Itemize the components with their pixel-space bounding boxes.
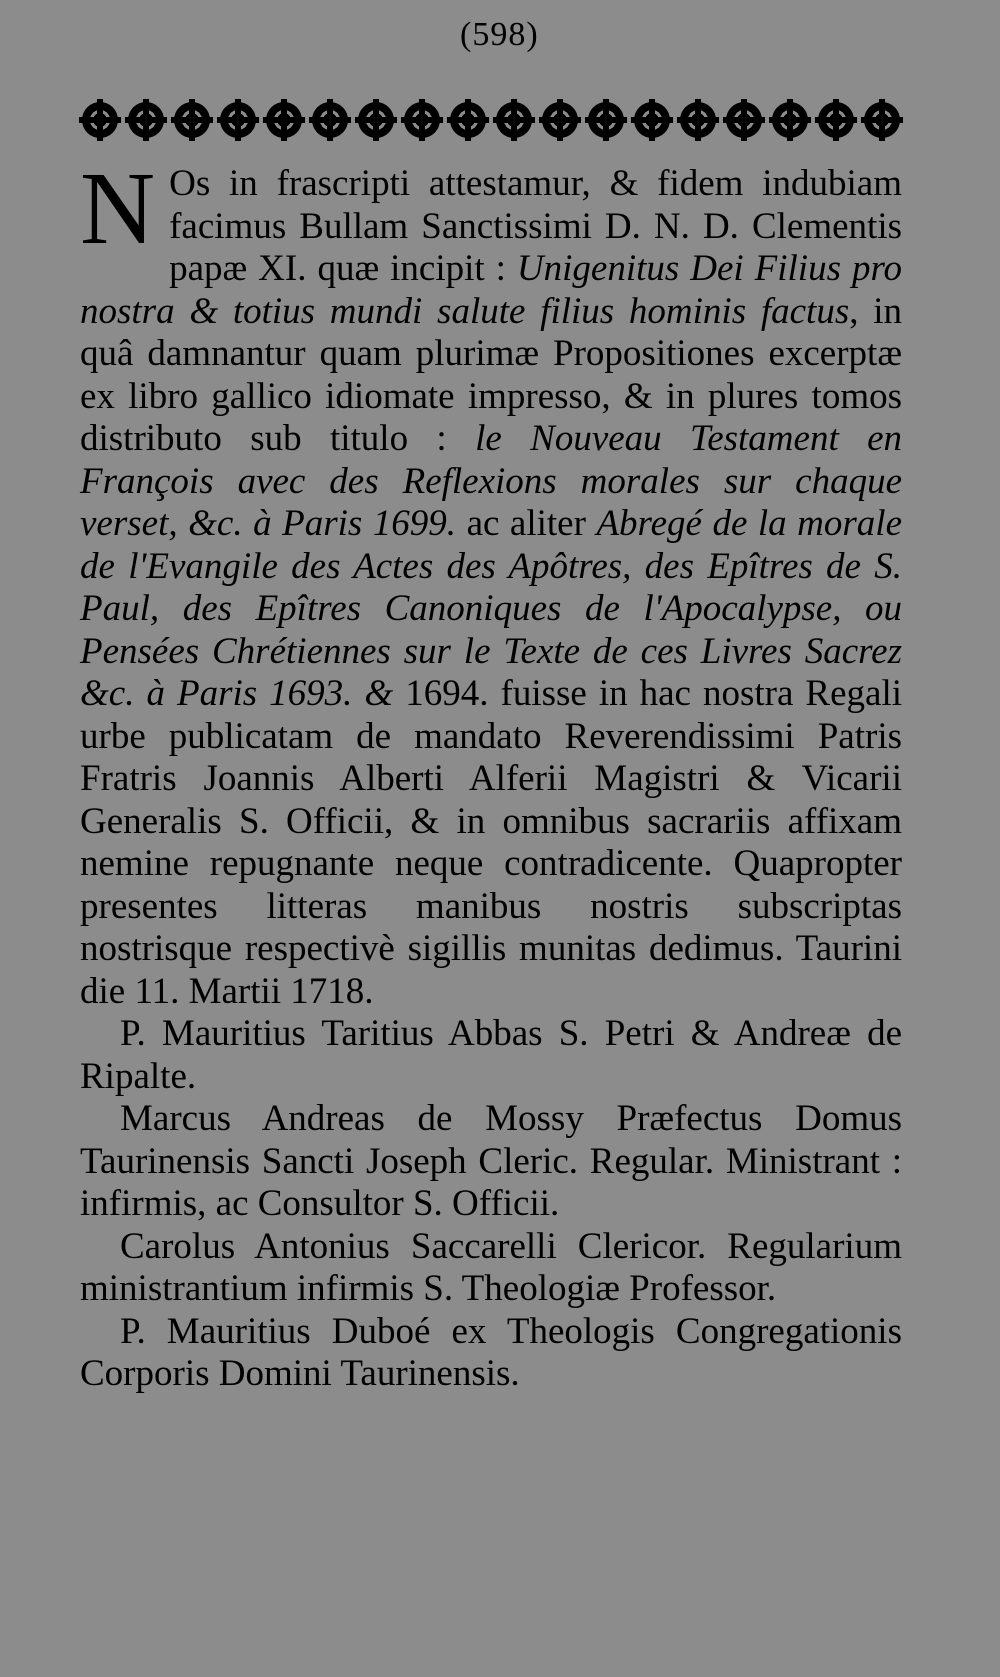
signature-1: P. Mauritius Taritius Abbas S. Petri & Andreæ de Ripalte. <box>80 1013 902 1097</box>
ornament-flower-icon <box>82 102 118 138</box>
ornament-flower-icon <box>542 102 578 138</box>
closing-text: 1694. fuisse in hac nostra Regali urbe publicatam de mandato Reverendissimi Patris Fratris Joannis Alberti Alferii Magistri & Vicarii Generalis S. Officii, & in omnibus sacrariis affixam nemine repugnante neque contradicente. Quapropter presentes litteras manibus nostris subscriptas nostrisque respectivè sigillis munitas dedimus. Taurini die 11. Martii 1718. <box>80 673 902 1012</box>
condemnation-text: , in quâ damnantur quam plurimæ Propositiones excerptæ ex libro gallico idiomate impresso, & in plures tomos distributo sub titulo : <box>80 290 903 459</box>
page-number: (598) <box>460 16 539 53</box>
ornament-flower-icon <box>634 102 670 138</box>
ornamental-border <box>82 96 900 144</box>
ornament-flower-icon <box>404 102 440 138</box>
ornament-flower-icon <box>450 102 486 138</box>
ornament-flower-icon <box>312 102 348 138</box>
ornament-flower-icon <box>174 102 210 138</box>
bull-title: Unigenitus Dei Filius pro nostra & totius mundi salute filius hominis factus <box>80 248 902 332</box>
ornament-flower-icon <box>680 102 716 138</box>
connector-text: ac aliter <box>456 503 597 544</box>
ornament-flower-icon <box>864 102 900 138</box>
ornament-flower-icon <box>772 102 808 138</box>
ornament-flower-icon <box>818 102 854 138</box>
opening-text: Os in frascripti attestamur, & fidem indubiam facimus Bullam Sanctissimi D. N. D. Clementis papæ XI. quæ incipit : <box>169 163 902 289</box>
ornament-flower-icon <box>588 102 624 138</box>
book-title-2: Abregé de la morale de l'Evangile des Actes des Apôtres, des Epîtres de S. Paul, des Epîtres Canoniques de l'Apocalypse, ou Pensées Chrétiennes sur le Texte de ces Livres Sacrez &c. à Paris 1693. & <box>80 503 902 714</box>
signature-3: Carolus Antonius Saccarelli Clericor. Regularium ministrantium infirmis S. Theologiæ Professor. <box>80 1225 902 1309</box>
signature-4: P. Mauritius Duboé ex Theologis Congregationis Corporis Domini Taurinensis. <box>80 1310 902 1394</box>
ornament-flower-icon <box>220 102 256 138</box>
ornament-flower-icon <box>496 102 532 138</box>
attestation-paragraph <box>80 151 903 1013</box>
book-title-1: le Nouveau Testament en François avec des Reflexions morales sur chaque verset, &c. à Paris 1699. <box>80 418 903 544</box>
ornament-flower-icon <box>358 102 394 138</box>
signature-2: Marcus Andreas de Mossy Præfectus Domus Taurinensis Sancti Joseph Cleric. Regular. Ministrant : infirmis, ac Consultor S. Officii. <box>80 1098 902 1224</box>
ornament-flower-icon <box>128 102 164 138</box>
drop-cap: N <box>80 151 156 266</box>
ornament-flower-icon <box>266 102 302 138</box>
ornament-flower-icon <box>726 102 762 138</box>
document-body <box>80 151 903 1396</box>
